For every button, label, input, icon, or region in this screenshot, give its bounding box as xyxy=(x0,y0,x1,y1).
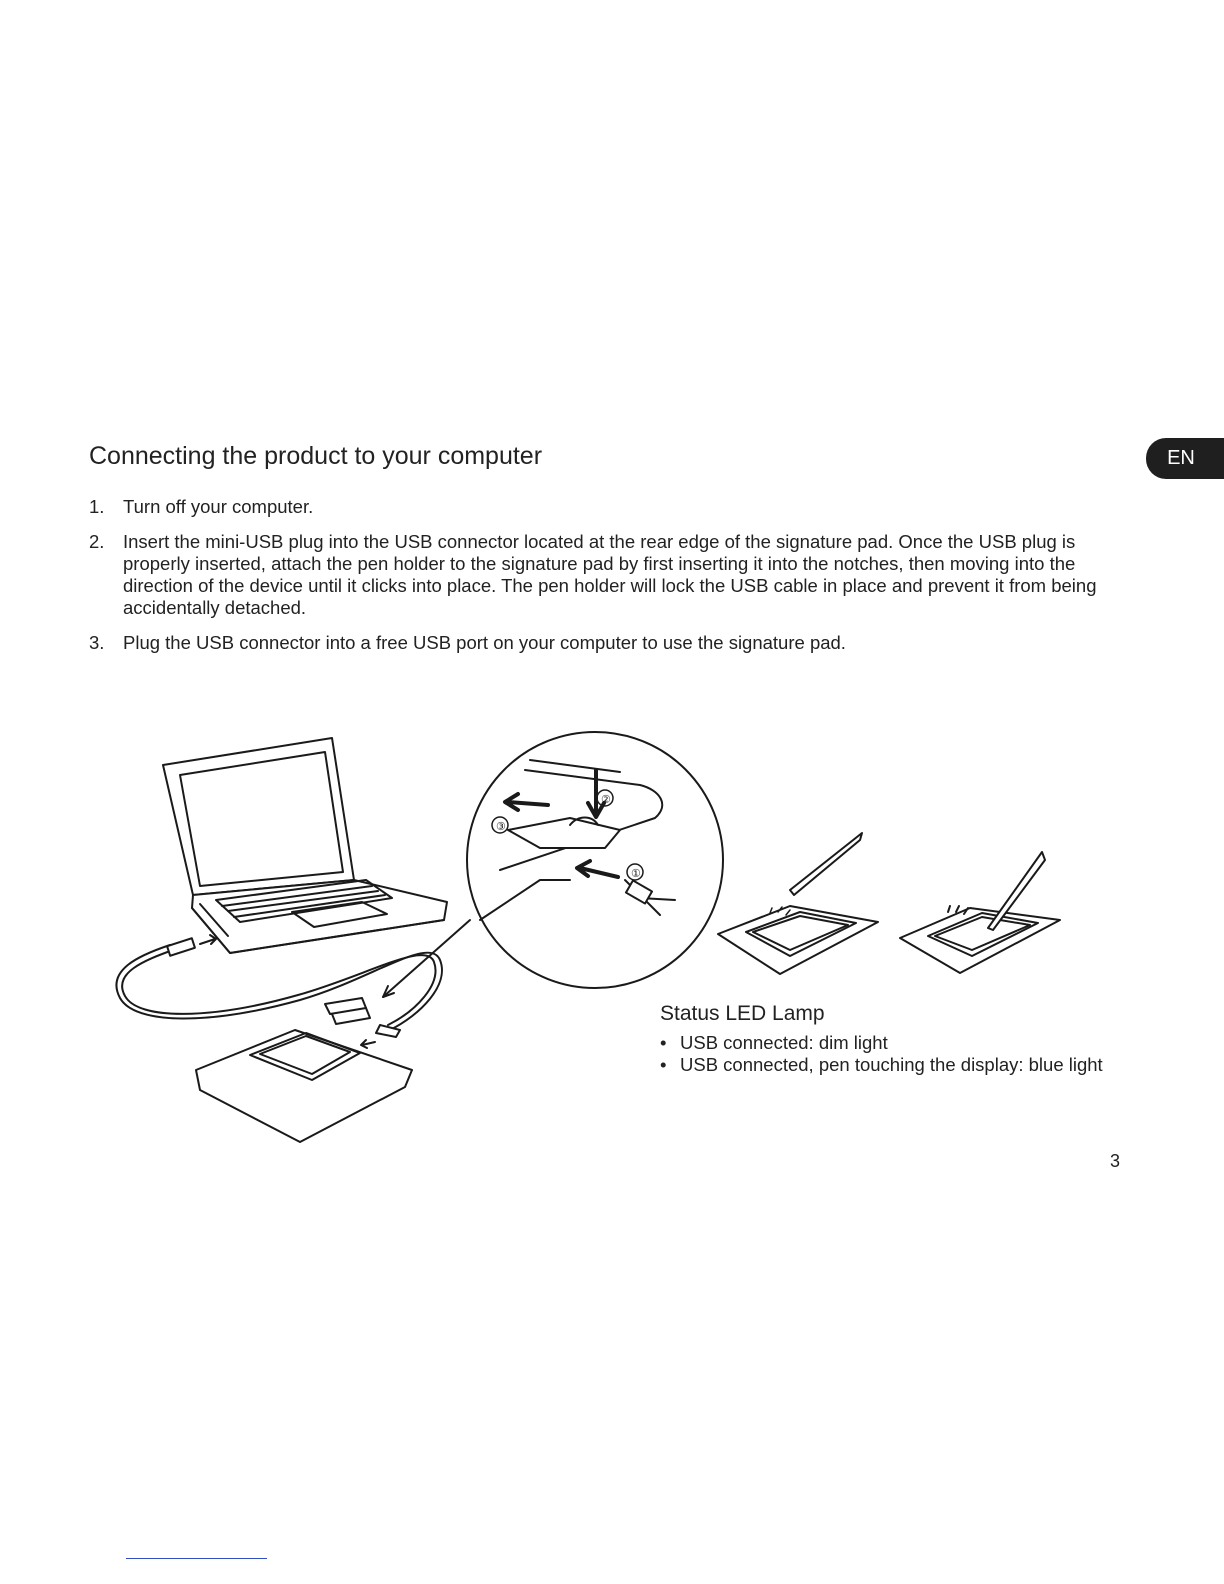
zoom-detail-illustration xyxy=(467,732,723,988)
callout-1: ① xyxy=(631,868,641,880)
status-heading: Status LED Lamp xyxy=(660,1002,825,1025)
step-number: 1. xyxy=(89,496,105,517)
page-number: 3 xyxy=(1110,1151,1121,1171)
status-list xyxy=(660,1032,1160,1076)
status-item: • USB connected: dim light xyxy=(660,1032,1160,1054)
connection-illustration xyxy=(100,730,1100,1170)
step-text: Turn off your computer. xyxy=(123,496,314,517)
step-item xyxy=(89,496,1139,518)
signature-pad-illustration xyxy=(196,1030,412,1142)
laptop-illustration xyxy=(163,738,447,953)
step-item xyxy=(89,632,1139,654)
step-text: Plug the USB connector into a free USB port on your computer to use the signature pad. xyxy=(123,632,846,653)
pen-holder-illustration xyxy=(325,998,370,1024)
usb-cable-illustration xyxy=(116,935,442,1048)
led-dim-illustration xyxy=(718,833,878,974)
callout-2: ② xyxy=(601,794,611,806)
led-blue-illustration xyxy=(900,852,1060,973)
step-number: 3. xyxy=(89,632,105,653)
callout-3: ③ xyxy=(496,821,506,833)
status-item: • USB connected, pen touching the display: blue light xyxy=(660,1054,1160,1076)
language-tab: EN xyxy=(1146,438,1224,479)
status-led-section xyxy=(660,1002,1160,1076)
step-number: 2. xyxy=(89,531,105,552)
step-text: Insert the mini-USB plug into the USB connector located at the rear edge of the signature pad. Once the USB plug is properly inserted, attach the pen holder to the signature pad by first inserting it into the notches, then moving into the direction of the device until it clicks into place. The pen holder will lock the USB cable in place and prevent it from being accidentally detached. xyxy=(123,531,1097,618)
step-item xyxy=(89,531,1139,619)
footer-rule xyxy=(126,1558,267,1559)
section-title: Connecting the product to your computer xyxy=(89,442,543,470)
steps-list xyxy=(89,496,1139,667)
